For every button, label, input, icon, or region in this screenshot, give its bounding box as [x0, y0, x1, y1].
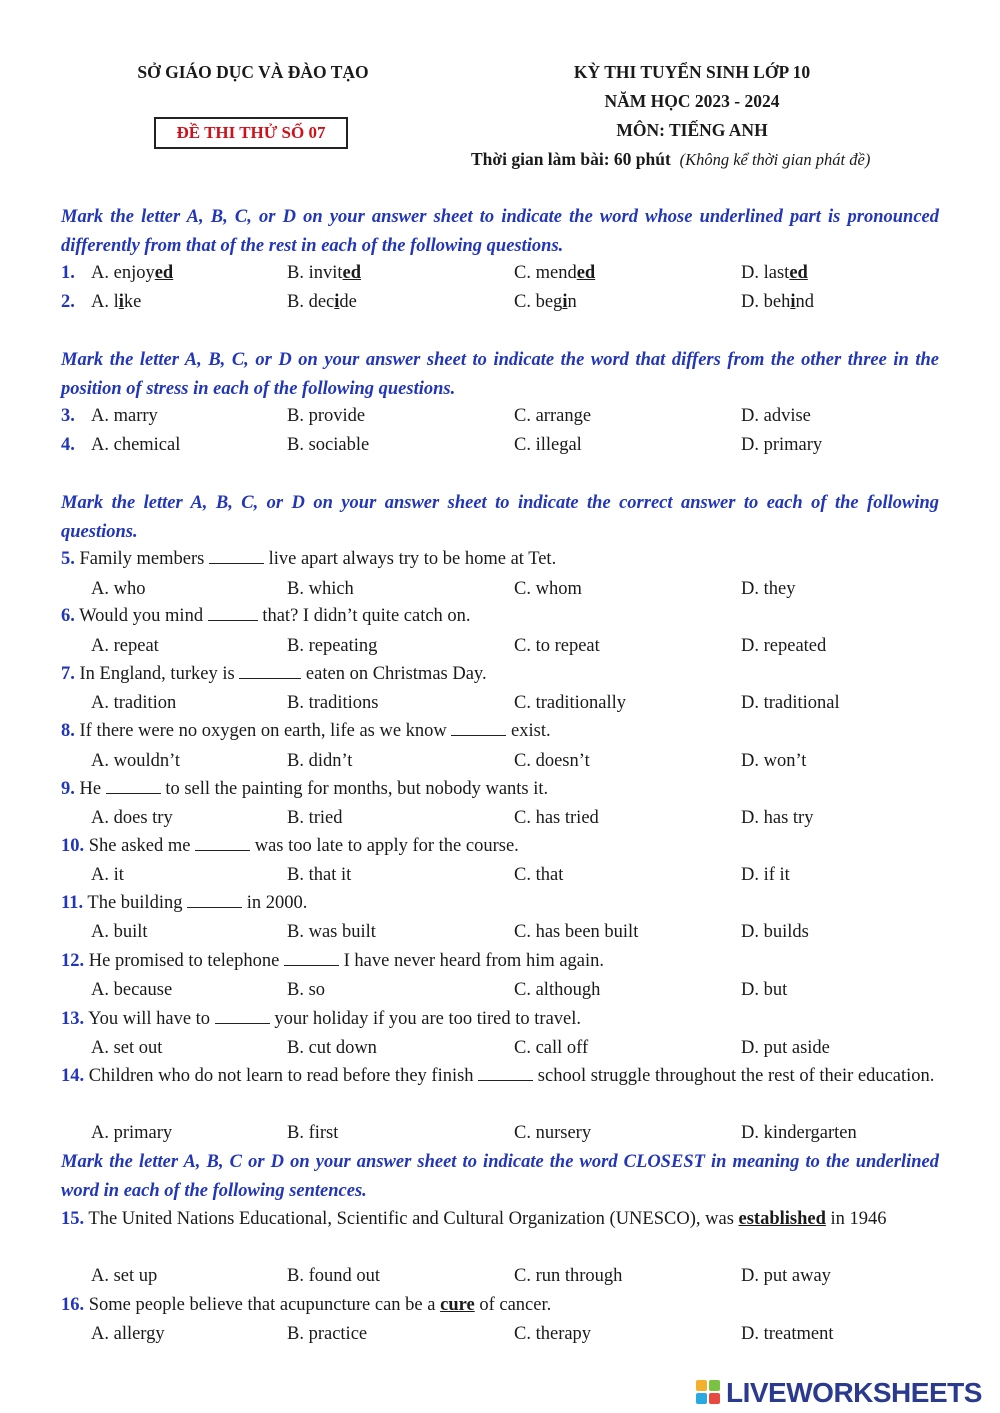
question-stem: 7. In England, turkey is eaten on Christmas Day.: [61, 664, 487, 684]
option-b[interactable]: B. provide: [287, 406, 366, 426]
answer-blank[interactable]: [284, 951, 339, 966]
option-c[interactable]: C. although: [514, 980, 601, 1000]
option-a[interactable]: A. repeat: [91, 636, 159, 656]
option-c[interactable]: C. that: [514, 865, 564, 885]
option-d[interactable]: D. put away: [741, 1266, 831, 1286]
option-b[interactable]: B. repeating: [287, 636, 378, 656]
option-d[interactable]: D. treatment: [741, 1324, 834, 1344]
question-stem: 12. He promised to telephone I have never heard from him again.: [61, 951, 605, 971]
option-c[interactable]: C. has been built: [514, 922, 639, 942]
option-b[interactable]: B. was built: [287, 922, 376, 942]
underlined-word: cure: [440, 1295, 475, 1315]
question-number: 3.: [61, 406, 75, 426]
option-b[interactable]: B. practice: [287, 1324, 368, 1344]
option-a[interactable]: A. it: [91, 865, 124, 885]
time-note: (Không kể thời gian phát đề): [679, 150, 871, 169]
option-c[interactable]: C. mended: [514, 263, 596, 283]
option-b[interactable]: B. tried: [287, 808, 343, 828]
answer-blank[interactable]: [239, 664, 301, 679]
answer-blank[interactable]: [209, 549, 264, 564]
question-number: 4.: [61, 435, 75, 455]
option-c[interactable]: C. therapy: [514, 1324, 592, 1344]
option-c[interactable]: C. arrange: [514, 406, 592, 426]
option-b[interactable]: B. found out: [287, 1266, 381, 1286]
option-b[interactable]: B. that it: [287, 865, 352, 885]
option-d[interactable]: D. they: [741, 579, 796, 599]
answer-blank[interactable]: [451, 721, 506, 736]
option-a[interactable]: A. wouldn’t: [91, 751, 181, 771]
option-a[interactable]: A. does try: [91, 808, 173, 828]
option-b[interactable]: B. decide: [287, 292, 357, 312]
underlined-word: established: [738, 1209, 826, 1229]
answer-blank[interactable]: [106, 779, 161, 794]
option-b[interactable]: B. so: [287, 980, 326, 1000]
option-a[interactable]: A. allergy: [91, 1324, 165, 1344]
option-d[interactable]: D. traditional: [741, 693, 840, 713]
answer-blank[interactable]: [195, 836, 250, 851]
option-a[interactable]: A. chemical: [91, 435, 181, 455]
option-b[interactable]: B. sociable: [287, 435, 370, 455]
question-stem: 15. The United Nations Educational, Scientific and Cultural Organization (UNESCO), was established in 1946: [61, 1209, 887, 1229]
option-b[interactable]: B. traditions: [287, 693, 379, 713]
option-d[interactable]: D. lasted: [741, 263, 808, 283]
answer-blank[interactable]: [215, 1009, 270, 1024]
question-number: 2.: [61, 292, 75, 312]
option-c[interactable]: C. doesn’t: [514, 751, 590, 771]
option-b[interactable]: B. first: [287, 1123, 339, 1143]
question-stem: 14. Children who do not learn to read before they finish school struggle throughout the rest of their education.: [61, 1066, 935, 1086]
exam-title: KỲ THI TUYỂN SINH LỚP 10: [573, 62, 811, 82]
option-d[interactable]: D. behind: [741, 292, 814, 312]
subject: MÔN: TIẾNG ANH: [616, 120, 768, 140]
option-b[interactable]: B. invited: [287, 263, 362, 283]
option-b[interactable]: B. didn’t: [287, 751, 353, 771]
option-d[interactable]: D. if it: [741, 865, 790, 885]
school-year: NĂM HỌC 2023 - 2024: [604, 91, 780, 111]
question-stem: 16. Some people believe that acupuncture can be a cure of cancer.: [61, 1295, 552, 1315]
option-c[interactable]: C. to repeat: [514, 636, 600, 656]
question-number: 1.: [61, 263, 75, 283]
option-d[interactable]: D. kindergarten: [741, 1123, 857, 1143]
option-d[interactable]: D. builds: [741, 922, 809, 942]
question-stem: 13. You will have to your holiday if you are too tired to travel.: [61, 1009, 582, 1029]
option-b[interactable]: B. which: [287, 579, 354, 599]
option-c[interactable]: C. run through: [514, 1266, 623, 1286]
option-c[interactable]: C. traditionally: [514, 693, 627, 713]
option-a[interactable]: A. set up: [91, 1266, 158, 1286]
option-d[interactable]: D. primary: [741, 435, 823, 455]
option-d[interactable]: D. advise: [741, 406, 811, 426]
option-a[interactable]: A. primary: [91, 1123, 173, 1143]
option-a[interactable]: A. tradition: [91, 693, 177, 713]
question-stem: 11. The building in 2000.: [61, 893, 308, 913]
question-stem: 8. If there were no oxygen on earth, life as we know exist.: [61, 721, 551, 741]
option-d[interactable]: D. but: [741, 980, 788, 1000]
question-stem: 9. He to sell the painting for months, but nobody wants it.: [61, 779, 549, 799]
time-allowed: Thời gian làm bài: 60 phút: [471, 149, 671, 169]
question-stem: 5. Family members live apart always try to be home at Tet.: [61, 549, 557, 569]
answer-blank[interactable]: [478, 1066, 533, 1081]
option-c[interactable]: C. illegal: [514, 435, 582, 455]
option-a[interactable]: A. who: [91, 579, 146, 599]
time-line: [471, 149, 870, 170]
option-a[interactable]: A. because: [91, 980, 173, 1000]
instruction-correct-answer: Mark the letter A, B, C, or D on your answer sheet to indicate the correct answer to each of the following questions.: [61, 493, 939, 542]
instruction-stress: Mark the letter A, B, C, or D on your answer sheet to indicate the word that differs from the other three in the position of stress in each of the following questions.: [61, 350, 939, 399]
answer-blank[interactable]: [208, 606, 258, 621]
instruction-closest-meaning: Mark the letter A, B, C or D on your answer sheet to indicate the word CLOSEST in meaning to the underlined word in each of the following sentences.: [61, 1152, 939, 1201]
option-c[interactable]: C. begin: [514, 292, 577, 312]
option-c[interactable]: C. call off: [514, 1038, 589, 1058]
liveworksheets-logo[interactable]: [696, 1376, 982, 1410]
option-a[interactable]: A. like: [91, 292, 142, 312]
option-c[interactable]: C. whom: [514, 579, 582, 599]
option-a[interactable]: A. set out: [91, 1038, 163, 1058]
option-b[interactable]: B. cut down: [287, 1038, 377, 1058]
option-d[interactable]: D. repeated: [741, 636, 827, 656]
option-d[interactable]: D. has try: [741, 808, 814, 828]
option-d[interactable]: D. won’t: [741, 751, 807, 771]
option-a[interactable]: A. built: [91, 922, 148, 942]
option-c[interactable]: C. has tried: [514, 808, 599, 828]
question-stem: 6. Would you mind that? I didn’t quite catch on.: [61, 606, 471, 626]
exam-number-box: ĐỀ THI THỬ SỐ 07: [154, 117, 348, 149]
option-a[interactable]: A. marry: [91, 406, 158, 426]
logo-text: LIVEWORKSHEETS: [726, 1377, 982, 1408]
question-stem: 10. She asked me was too late to apply for the course.: [61, 836, 519, 856]
option-c[interactable]: C. nursery: [514, 1123, 592, 1143]
answer-blank[interactable]: [187, 893, 242, 908]
department-name: SỞ GIÁO DỤC VÀ ĐÀO TẠO: [137, 62, 369, 82]
option-d[interactable]: D. put aside: [741, 1038, 830, 1058]
instruction-pronunciation: Mark the letter A, B, C, or D on your answer sheet to indicate the word whose underlined part is pronounced differently from that of the rest in each of the following questions.: [61, 207, 939, 256]
logo-icon: [696, 1380, 722, 1406]
option-a[interactable]: A. enjoyed: [91, 263, 174, 283]
